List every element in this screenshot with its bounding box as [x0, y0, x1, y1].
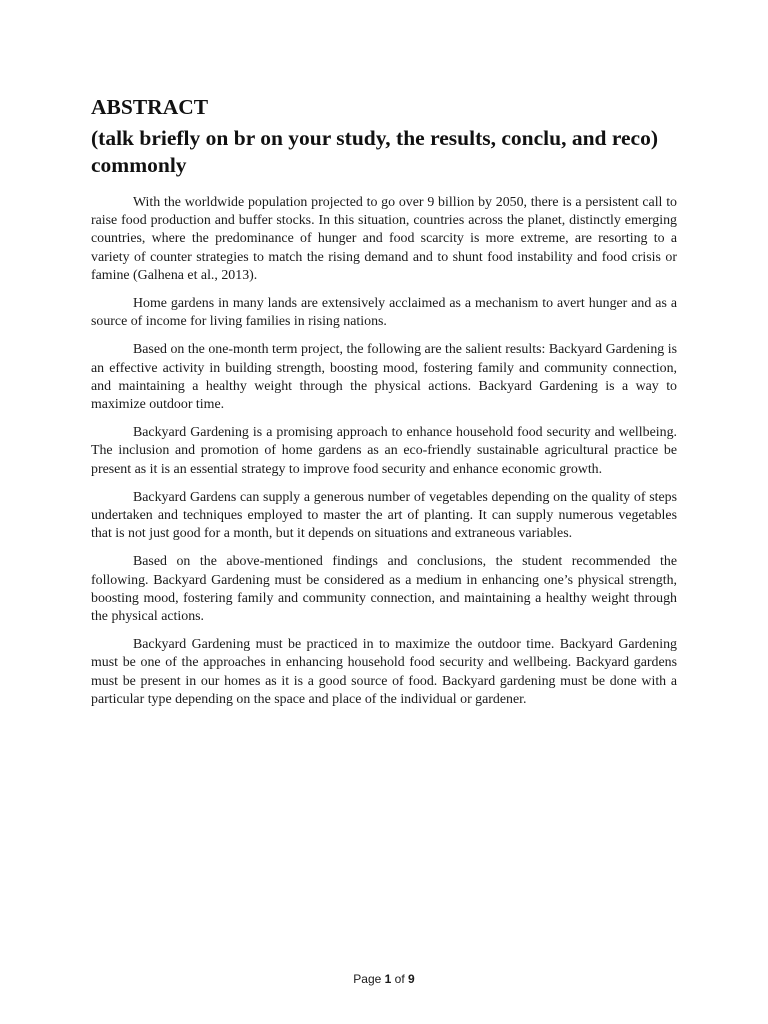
of-word: of	[394, 972, 405, 986]
abstract-heading: ABSTRACT	[91, 95, 209, 119]
paragraph-7: Backyard Gardening must be practiced in to maximize the outdoor time. Backyard Gardening must be one of the approaches in enhancing household food security and wellbeing. Backyard gardens must be present in our homes as it is a good source of food. Backyard gardening must be done with a particular type depending on the space and place of the individual or gardener.	[91, 637, 677, 707]
paragraph-1: With the worldwide population projected to go over 9 billion by 2050, there is a persistent call to raise food production and buffer stocks. In this situation, countries across the planet, distinctly emerging countries, where the predominance of hunger and food scarcity is more extreme, are resorting to a variety of counter strategies to match the rising demand and to shunt food instability and food crisis or famine (Galhena et al., 2013).	[91, 195, 677, 283]
page-number-footer	[0, 972, 768, 986]
paragraph-2: Home gardens in many lands are extensively acclaimed as a mechanism to avert hunger and as a source of income for living families in rising nations.	[91, 296, 677, 330]
total-pages-number: 9	[408, 972, 415, 986]
paragraph-4: Backyard Gardening is a promising approach to enhance household food security and wellbeing. The inclusion and promotion of home gardens as an eco-friendly sustainable agricultural practice be present as it is an essential strategy to improve food security and enhance economic growth.	[91, 425, 677, 477]
paragraph-3: Based on the one-month term project, the following are the salient results: Backyard Gardening is an effective activity in building strength, boosting mood, fostering family and community connection, and maintaining a healthy weight through the physical actions. Backyard Gardening is a way to maximize outdoor time.	[91, 342, 677, 413]
paragraph-6: Based on the above-mentioned findings and conclusions, the student recommended the following. Backyard Gardening must be considered as a medium in enhancing one’s physical strength, boosting mood, fostering family and community connection, and maintaining a healthy weight through the physical actions.	[91, 554, 677, 625]
document-body	[91, 94, 677, 719]
current-page-number: 1	[384, 972, 392, 986]
page-word: Page	[353, 972, 382, 986]
abstract-subheading: (talk briefly on br on your study, the results, conclu, and reco) commonly	[91, 126, 659, 177]
paragraph-5: Backyard Gardens can supply a generous number of vegetables depending on the quality of steps undertaken and techniques employed to master the art of planting. It can supply numerous vegetables that is not just good for a month, but it depends on situations and extraneous variables.	[91, 489, 677, 542]
